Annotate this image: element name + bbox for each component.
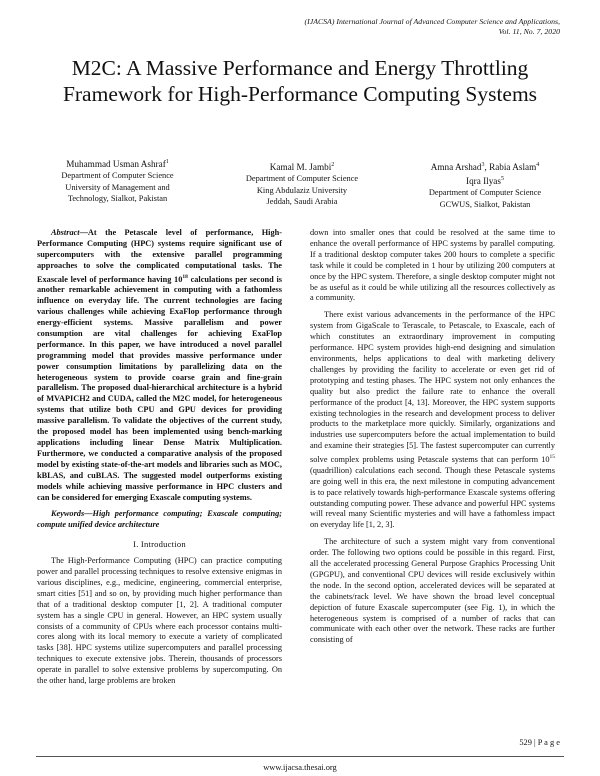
author-block-3 xyxy=(405,159,565,210)
journal-header-line1: (IJACSA) International Journal of Advanced Computer Science and Applications, xyxy=(304,17,560,26)
author-name-3b: Iqra Ilyas$^5$ xyxy=(466,176,504,187)
section-heading-introduction: I. Introduction xyxy=(133,539,186,550)
author-affil-1-line3: Technology, Sialkot, Pakistan xyxy=(67,194,168,204)
author-affil-3-line2: GCWUS, Sialkot, Pakistan xyxy=(439,199,531,209)
author-name-2: Kamal M. Jambi$^2$ xyxy=(269,162,335,173)
author-name-3: Amna Arshad$^3$, Rabia Aslam$^4$ xyxy=(430,162,540,173)
author-block-1 xyxy=(40,156,195,205)
keywords: Keywords—High performance computing; Exascale computing; compute unified device architecture xyxy=(37,509,282,530)
author-affil-1-line1: Department of Computer Science xyxy=(61,171,174,181)
right-paragraph-2: There exist various advancements in the performance of the HPC system from GigaScale to Terascale, to Petascale, to Exascale, each of which constitutes an extraordinary improvement in computing performance. HPC system provides high-end designing and simulation environments, helps applications to deal with marketing delivery challenges by providing the facility to accelerate or even get rid of prototyping and testing phases. The HPC system not only enhances the quality but also predict the failure rate to enhance the overall performance of the product [4, 13]. Moreover, the HPC system supports existing technologies in the research and development process to deliver products to the marketplace more quickly. Similarly, organizations and industries use supercomputers before the actual implementation to build and examine their strategies [5]. The fastest supercomputer can currently solve complex problems using Petascale systems that can perform $10^{15}$ (quadrillion) calculations each second. Though these Petascale systems are going well in this era, the next milestone in computing advancement is to pace relatively towards high-performance Exascale systems offering outstanding computing power. These advance and powerful HPC systems will reveal many Scientific mysteries and will have a fathomless impact on everyday life [1, 2, 3]. xyxy=(310,310,555,530)
abstract: Abstract—At the Petascale level of performance, High-Performance Computing (HPC) systems require significant use of supercomputers with the extensive parallel programming approaches to solve the complicated computational tasks. The Exascale level of performance having $10^{18}$ calculations per second is another remarkable achievement in computing with a fathomless influence on everyday life. The current technologies are facing various challenges while achieving ExaFlop performance through energy-efficient systems. Massive parallelism and power consumption are vital challenges for achieving ExaFlop performance. In this paper, we have introduced a novel parallel programming model that provides massive performance under power consumption limitations by parallelizing data on the heterogeneous system to provide coarse grain and fine-grain parallelism. The proposed dual-hierarchical architecture is a hybrid of MVAPICH2 and CUDA, called the M2C model, for heterogeneous systems that utilize both CPU and GPU devices for providing massive parallelism. To validate the objectives of the current study, the proposed model has been implemented using bench-marking applications including linear Dense Matrix Multiplication. Furthermore, we conducted a comparative analysis of the proposed model by existing state-of-the-art models and libraries such as MOC, kBLAS, and cuBLAS. The suggested model outperforms existing models while achieving massive performance in HPC clusters and can be considered for emerging Exascale computing systems. xyxy=(37,228,282,502)
journal-header xyxy=(230,17,560,37)
abstract-label: Abstract xyxy=(51,228,80,237)
left-column xyxy=(37,228,282,693)
author-affil-2-line1: Department of Computer Science xyxy=(245,174,359,184)
author-affil-3-line1: Department of Computer Science xyxy=(428,188,542,198)
author-block-2 xyxy=(222,159,382,208)
author-affil-2-line2: King Abdulaziz University xyxy=(256,185,348,195)
footer-url[interactable]: www.ijacsa.thesai.org xyxy=(263,763,337,772)
page-number: 529 | P a g e xyxy=(519,738,560,747)
author-affil-2-line3: Jeddah, Saudi Arabia xyxy=(266,197,338,207)
footer-divider xyxy=(36,756,564,757)
author-affil-1-line2: University of Management and xyxy=(65,182,170,192)
paper-title: M2C: A Massive Performance and Energy Throttling Framework for High-Performance Computing Systems xyxy=(62,56,538,106)
intro-paragraph-1: The High-Performance Computing (HPC) can practice computing power and parallel processing techniques to resolve extensive enigmas in various disciplines, e.g., medicine, engineering, commercial enterprise, smart cities [51] and so on, by providing much higher performance than that of a traditional desktop computer [1, 2]. A traditional computer system has a single CPU in general. However, an HPC system usually consists of a community of CPUs where each processor contains multi-cores along with its local memory to execute a variety of complicated tasks [38]. HPC systems utilize supercomputers and parallel processing techniques to execute extensive jobs. Therein, thousands of processors operate in parallel to solve extensive problems by supercomputing. On the other hand, large problems are broken xyxy=(37,556,282,686)
right-paragraph-3: The architecture of such a system might vary from conventional order. The following two options could be possible in this regard. First, all the accelerated processing General Purpose Graphics Processing Unit (GPGPU), and conventional CPU devices will reside exclusively within the node. In the second option, accelerated devices will be separated at the cabinets/rack level. We have shown the broad level conceptual depiction of future Exascale supercomputer (see Fig. 1), in which the heterogeneous system is comprised of a number of racks that can communicate with each other over the network. These racks are further consisting of xyxy=(310,537,555,645)
journal-header-line2: Vol. 11, No. 7, 2020 xyxy=(498,27,560,36)
right-paragraph-1: down into smaller ones that could be resolved at the same time to enhance the overall performance of HPC systems by parallel computing. If a traditional desktop computer takes 200 hours to complete a specific task while it could be completed in 1 hour by utilizing 200 computers at once by the HPC system. Therefore, a single desktop computer might not be as useful as it could be while utilizing all the resources collectively as a community. xyxy=(310,228,555,303)
author-name-1: Muhammad Usman Ashraf$^1$ xyxy=(66,159,169,170)
right-column xyxy=(310,228,555,652)
